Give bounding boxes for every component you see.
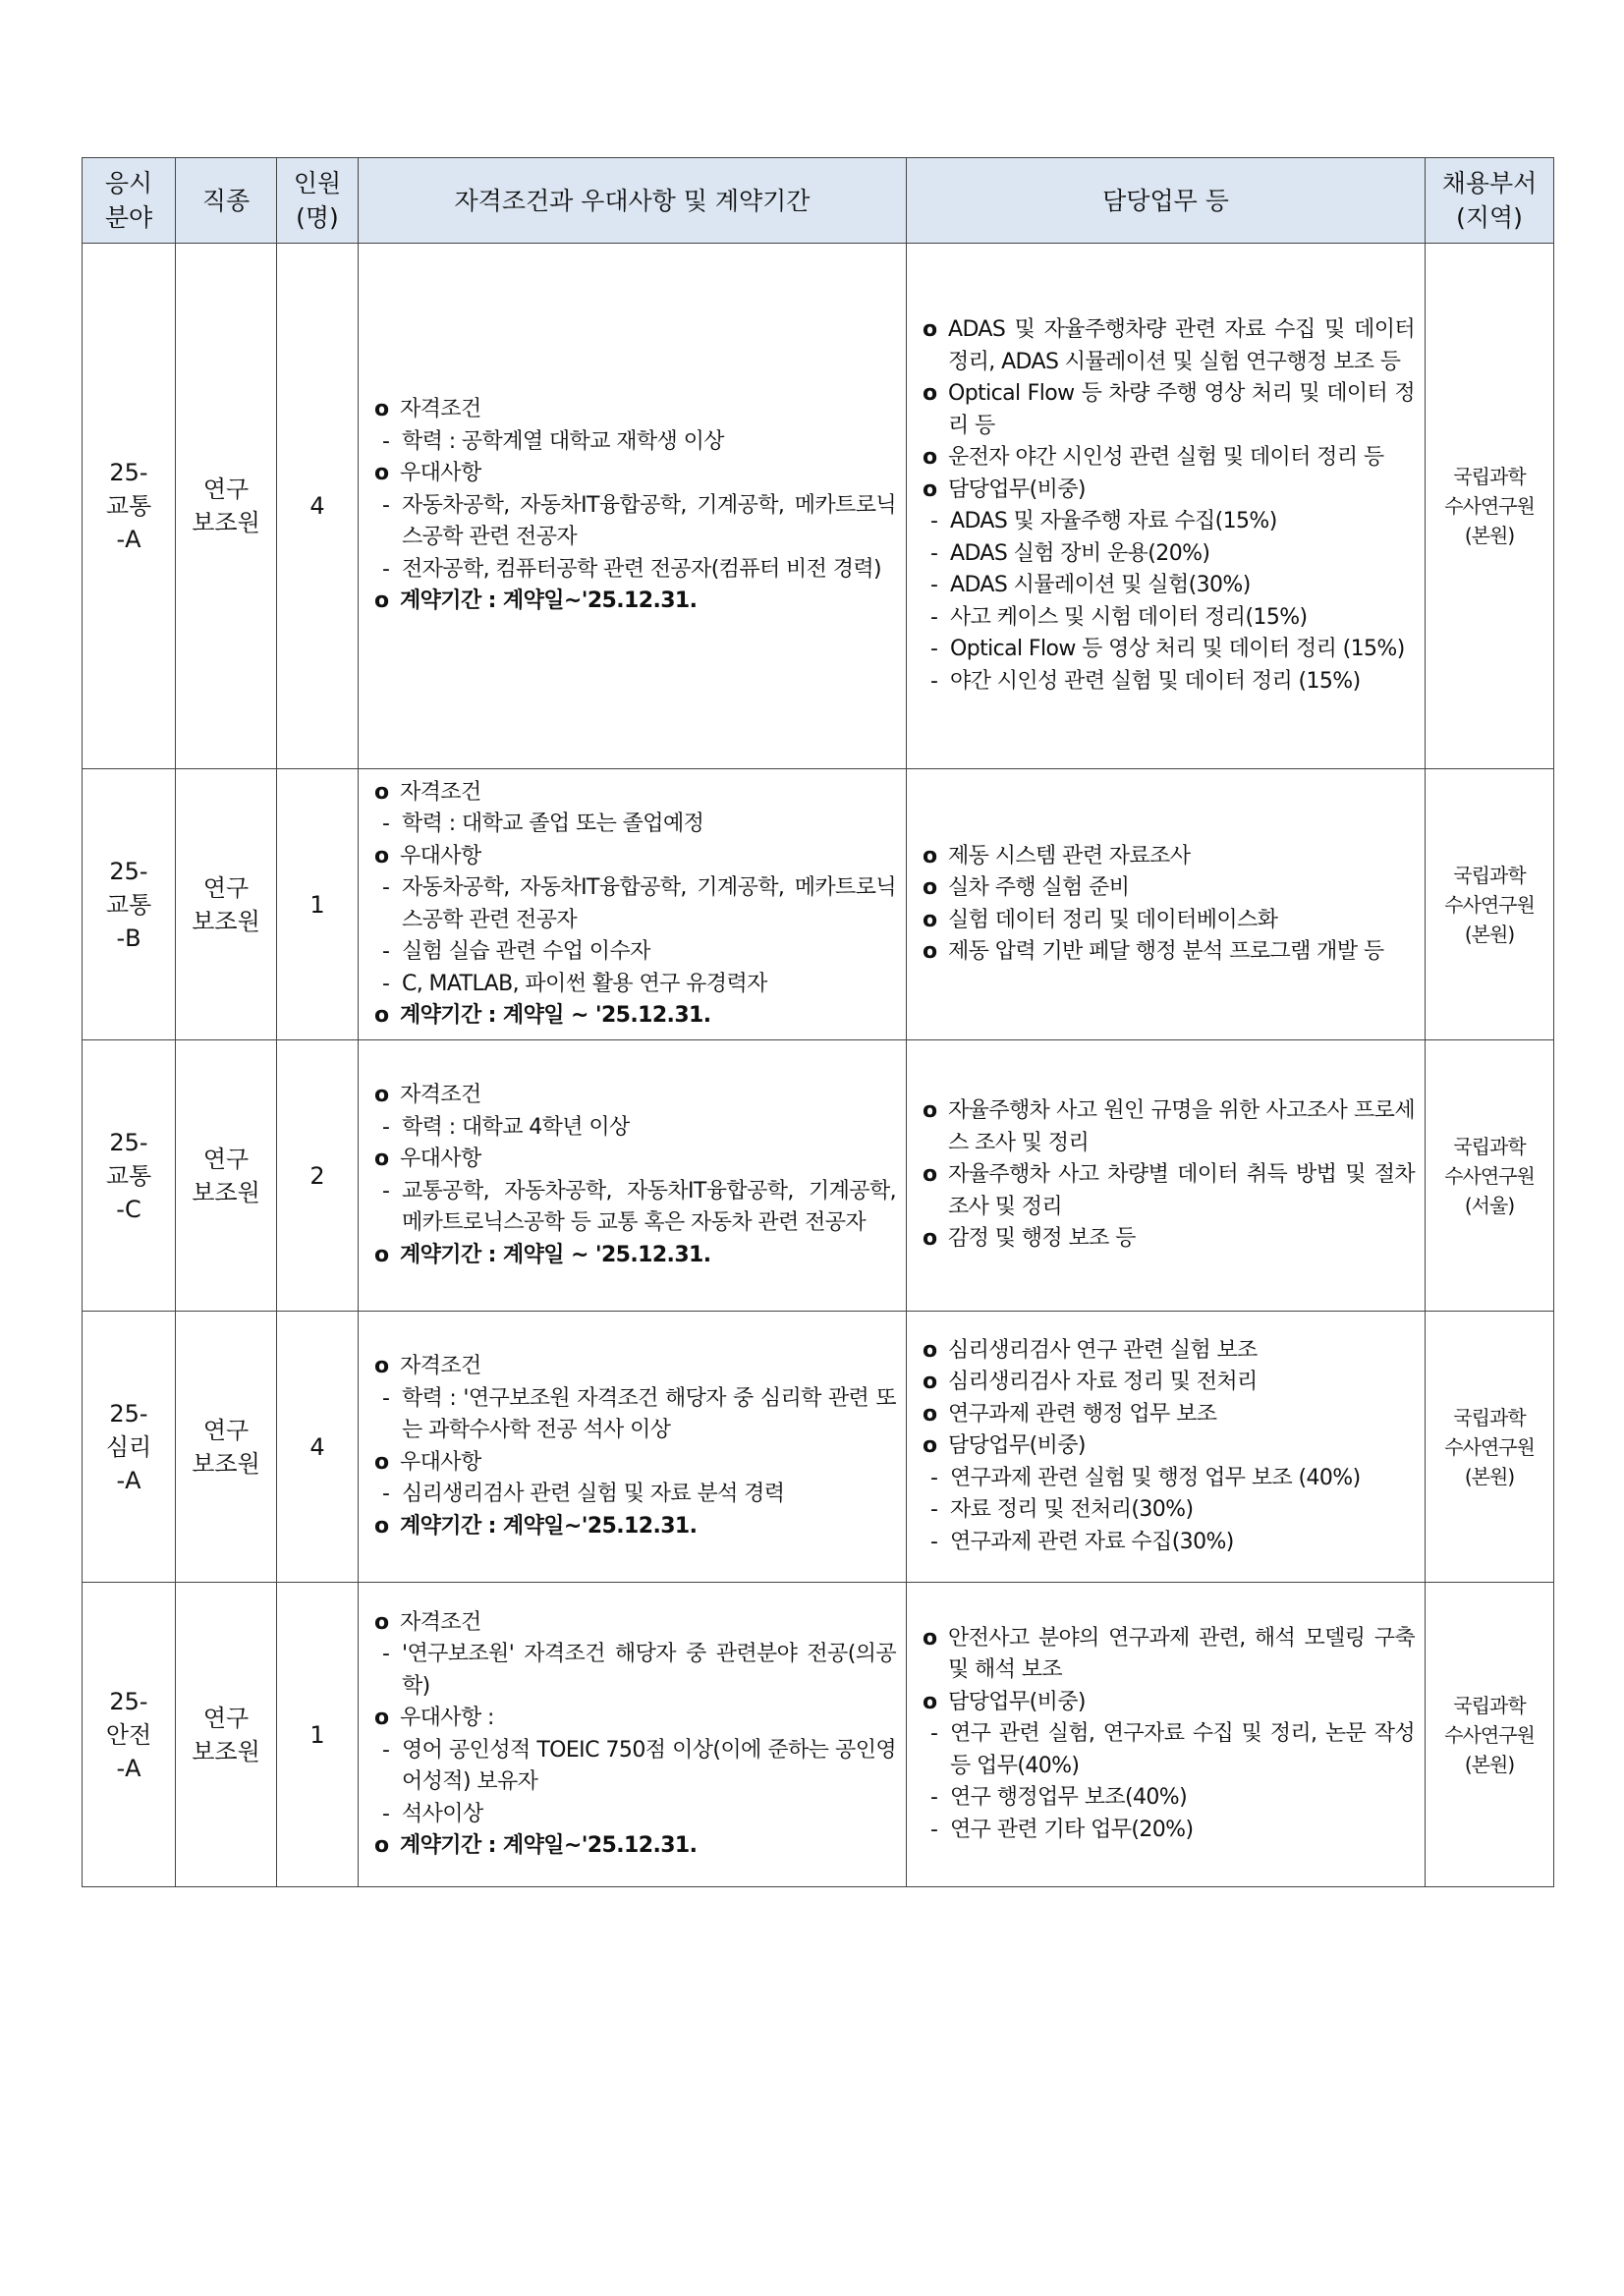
table-row: [83, 1583, 1554, 1887]
count-text: 1: [309, 890, 325, 919]
dash-list-item: - 학력 : 대학교 4학년 이상: [370, 1112, 896, 1145]
bullet-list-item: o 담당업무(비중): [919, 1687, 1415, 1719]
bullet-list-item: o 자율주행차 사고 원인 규명을 위한 사고조사 프로세스 조사 및 정리: [919, 1095, 1415, 1159]
bullet-list-item: o 제동 시스템 관련 자료조사: [919, 841, 1415, 873]
qualifications-cell: [359, 769, 907, 1040]
field-cell: [83, 769, 176, 1040]
dash-list-item: - 심리생리검사 관련 실험 및 자료 분석 경력: [370, 1479, 896, 1511]
duties-cell: [907, 244, 1426, 769]
bullet-list-item: o 자격조건: [370, 1351, 896, 1383]
table-body: [83, 244, 1554, 1887]
duties-cell: [907, 1312, 1426, 1583]
bullet-list-item: o Optical Flow 등 차량 주행 영상 처리 및 데이터 정리 등: [919, 378, 1415, 442]
bullet-list-item: o 실험 데이터 정리 및 데이터베이스화: [919, 905, 1415, 937]
bullet-list-item: o 자율주행차 사고 차량별 데이터 취득 방법 및 절차 조사 및 정리: [919, 1159, 1415, 1223]
bullet-list-item: o 실차 주행 실험 준비: [919, 872, 1415, 905]
dash-list-item: - ADAS 시뮬레이션 및 실험(30%): [919, 570, 1415, 602]
contract-period-item: o 계약기간 : 계약일~'25.12.31.: [370, 586, 896, 618]
bullet-list-item: o 담당업무(비중): [919, 1430, 1415, 1463]
field-text: 25- 교통 -A: [105, 459, 152, 553]
bullet-list-item: o 담당업무(비중): [919, 475, 1415, 507]
bullet-list-item: o 우대사항: [370, 1144, 896, 1176]
duties-cell: [907, 1583, 1426, 1887]
dash-list-item: - 자동차공학, 자동차IT융합공학, 기계공학, 메카트로닉스공학 관련 전공자: [370, 490, 896, 554]
job-text: 연구 보조원: [192, 1416, 260, 1478]
qualifications-cell: [359, 1040, 907, 1312]
dash-list-item: - 연구 행정업무 보조(40%): [919, 1782, 1415, 1815]
contract-period-item: o 계약기간 : 계약일~'25.12.31.: [370, 1830, 896, 1863]
count-cell: [277, 244, 359, 769]
bullet-list-item: o 자격조건: [370, 394, 896, 426]
job-text: 연구 보조원: [192, 1145, 260, 1206]
header-department-text: 채용부서 (지역): [1441, 169, 1538, 232]
header-count-text: 인원 (명): [293, 169, 342, 232]
department-text: 국립과학 수사연구원 (본원): [1444, 465, 1535, 547]
recruitment-table: [82, 157, 1554, 1887]
field-cell: [83, 1040, 176, 1312]
bullet-list-item: o ADAS 및 자율주행차량 관련 자료 수집 및 데이터 정리, ADAS 시뮬레이션 및 실험 연구행정 보조 등: [919, 314, 1415, 378]
bullet-list-item: o 자격조건: [370, 1607, 896, 1640]
count-text: 4: [309, 492, 325, 520]
header-duties: [907, 158, 1426, 244]
dash-list-item: - ADAS 및 자율주행 자료 수집(15%): [919, 506, 1415, 538]
dash-list-item: - 학력 : 공학계열 대학교 재학생 이상: [370, 426, 896, 459]
job-cell: [176, 769, 277, 1040]
count-text: 2: [309, 1161, 325, 1190]
department-text: 국립과학 수사연구원 (본원): [1444, 1405, 1535, 1488]
dash-list-item: - 학력 : 대학교 졸업 또는 졸업예정: [370, 809, 896, 841]
dash-list-item: - 자동차공학, 자동차IT융합공학, 기계공학, 메카트로닉스공학 관련 전공자: [370, 872, 896, 936]
qualifications-cell: [359, 1312, 907, 1583]
dash-list-item: - Optical Flow 등 영상 처리 및 데이터 정리 (15%): [919, 634, 1415, 666]
bullet-list-item: o 연구과제 관련 행정 업무 보조: [919, 1399, 1415, 1431]
bullet-list-item: o 우대사항: [370, 1447, 896, 1480]
bullet-list-item: o 심리생리검사 연구 관련 실험 보조: [919, 1335, 1415, 1368]
bullet-list-item: o 우대사항 :: [370, 1703, 896, 1735]
field-text: 25- 심리 -A: [105, 1399, 152, 1494]
bullet-list-item: o 우대사항: [370, 841, 896, 873]
dash-list-item: - 연구 관련 기타 업무(20%): [919, 1815, 1415, 1847]
job-cell: [176, 244, 277, 769]
count-text: 4: [309, 1432, 325, 1461]
job-text: 연구 보조원: [192, 476, 260, 536]
contract-period-item: o 계약기간 : 계약일 ~ '25.12.31.: [370, 1240, 896, 1272]
header-field-text: 응시 분야: [104, 169, 153, 232]
dash-list-item: - 영어 공인성적 TOEIC 750점 이상(이에 준하는 공인영어성적) 보유자: [370, 1735, 896, 1799]
dash-list-item: - ADAS 실험 장비 운용(20%): [919, 538, 1415, 571]
count-cell: [277, 1583, 359, 1887]
field-text: 25- 교통 -C: [105, 1128, 152, 1223]
header-department: [1426, 158, 1554, 244]
dash-list-item: - '연구보조원' 자격조건 해당자 중 관련분야 전공(의공학): [370, 1639, 896, 1703]
table-row: [83, 1312, 1554, 1583]
header-count: [277, 158, 359, 244]
dash-list-item: - 실험 실습 관련 수업 이수자: [370, 936, 896, 969]
department-cell: [1426, 1040, 1554, 1312]
table-row: [83, 1040, 1554, 1312]
dash-list-item: - 전자공학, 컴퓨터공학 관련 전공자(컴퓨터 비전 경력): [370, 554, 896, 587]
header-qualifications: [359, 158, 907, 244]
department-cell: [1426, 769, 1554, 1040]
table-header-row: [83, 158, 1554, 244]
dash-list-item: - 연구 관련 실험, 연구자료 수집 및 정리, 논문 작성 등 업무(40%): [919, 1718, 1415, 1782]
department-text: 국립과학 수사연구원 (본원): [1444, 1693, 1535, 1776]
bullet-list-item: o 심리생리검사 자료 정리 및 전처리: [919, 1367, 1415, 1399]
header-qualifications-text: 자격조건과 우대사항 및 계약기간: [454, 186, 811, 215]
table-row: [83, 769, 1554, 1040]
count-cell: [277, 1040, 359, 1312]
department-text: 국립과학 수사연구원 (본원): [1444, 863, 1535, 946]
count-cell: [277, 769, 359, 1040]
job-cell: [176, 1040, 277, 1312]
department-cell: [1426, 244, 1554, 769]
dash-list-item: - 학력 : '연구보조원 자격조건 해당자 중 심리학 관련 또는 과학수사학 전공 석사 이상: [370, 1383, 896, 1447]
field-cell: [83, 1312, 176, 1583]
header-duties-text: 담당업무 등: [1102, 186, 1229, 215]
field-cell: [83, 1583, 176, 1887]
dash-list-item: - 교통공학, 자동차공학, 자동차IT융합공학, 기계공학, 메카트로닉스공학 등 교통 혹은 자동차 관련 전공자: [370, 1176, 896, 1240]
job-cell: [176, 1583, 277, 1887]
header-job-text: 직종: [201, 186, 251, 215]
bullet-list-item: o 자격조건: [370, 777, 896, 810]
dash-list-item: - 사고 케이스 및 시험 데이터 정리(15%): [919, 602, 1415, 635]
table-row: [83, 244, 1554, 769]
bullet-list-item: o 자격조건: [370, 1080, 896, 1112]
field-text: 25- 교통 -B: [105, 857, 152, 952]
dash-list-item: - 석사이상: [370, 1799, 896, 1831]
header-field: [83, 158, 176, 244]
dash-list-item: - 연구과제 관련 실험 및 행정 업무 보조 (40%): [919, 1463, 1415, 1495]
contract-period-item: o 계약기간 : 계약일~'25.12.31.: [370, 1511, 896, 1543]
count-cell: [277, 1312, 359, 1583]
bullet-list-item: o 안전사고 분야의 연구과제 관련, 해석 모델링 구축 및 해석 보조: [919, 1623, 1415, 1687]
header-job: [176, 158, 277, 244]
department-text: 국립과학 수사연구원 (서울): [1444, 1134, 1535, 1217]
bullet-list-item: o 제동 압력 기반 페달 행정 분석 프로그램 개발 등: [919, 936, 1415, 969]
dash-list-item: - 야간 시인성 관련 실험 및 데이터 정리 (15%): [919, 666, 1415, 699]
job-cell: [176, 1312, 277, 1583]
bullet-list-item: o 우대사항: [370, 458, 896, 490]
field-text: 25- 안전 -A: [105, 1687, 152, 1782]
job-text: 연구 보조원: [192, 1704, 260, 1765]
dash-list-item: - C, MATLAB, 파이썬 활용 연구 유경력자: [370, 969, 896, 1001]
qualifications-cell: [359, 244, 907, 769]
bullet-list-item: o 감정 및 행정 보조 등: [919, 1223, 1415, 1256]
qualifications-cell: [359, 1583, 907, 1887]
job-text: 연구 보조원: [192, 873, 260, 935]
contract-period-item: o 계약기간 : 계약일 ~ '25.12.31.: [370, 1000, 896, 1033]
duties-cell: [907, 1040, 1426, 1312]
department-cell: [1426, 1583, 1554, 1887]
dash-list-item: - 자료 정리 및 전처리(30%): [919, 1494, 1415, 1527]
field-cell: [83, 244, 176, 769]
duties-cell: [907, 769, 1426, 1040]
dash-list-item: - 연구과제 관련 자료 수집(30%): [919, 1527, 1415, 1559]
bullet-list-item: o 운전자 야간 시인성 관련 실험 및 데이터 정리 등: [919, 442, 1415, 475]
department-cell: [1426, 1312, 1554, 1583]
count-text: 1: [309, 1720, 325, 1749]
